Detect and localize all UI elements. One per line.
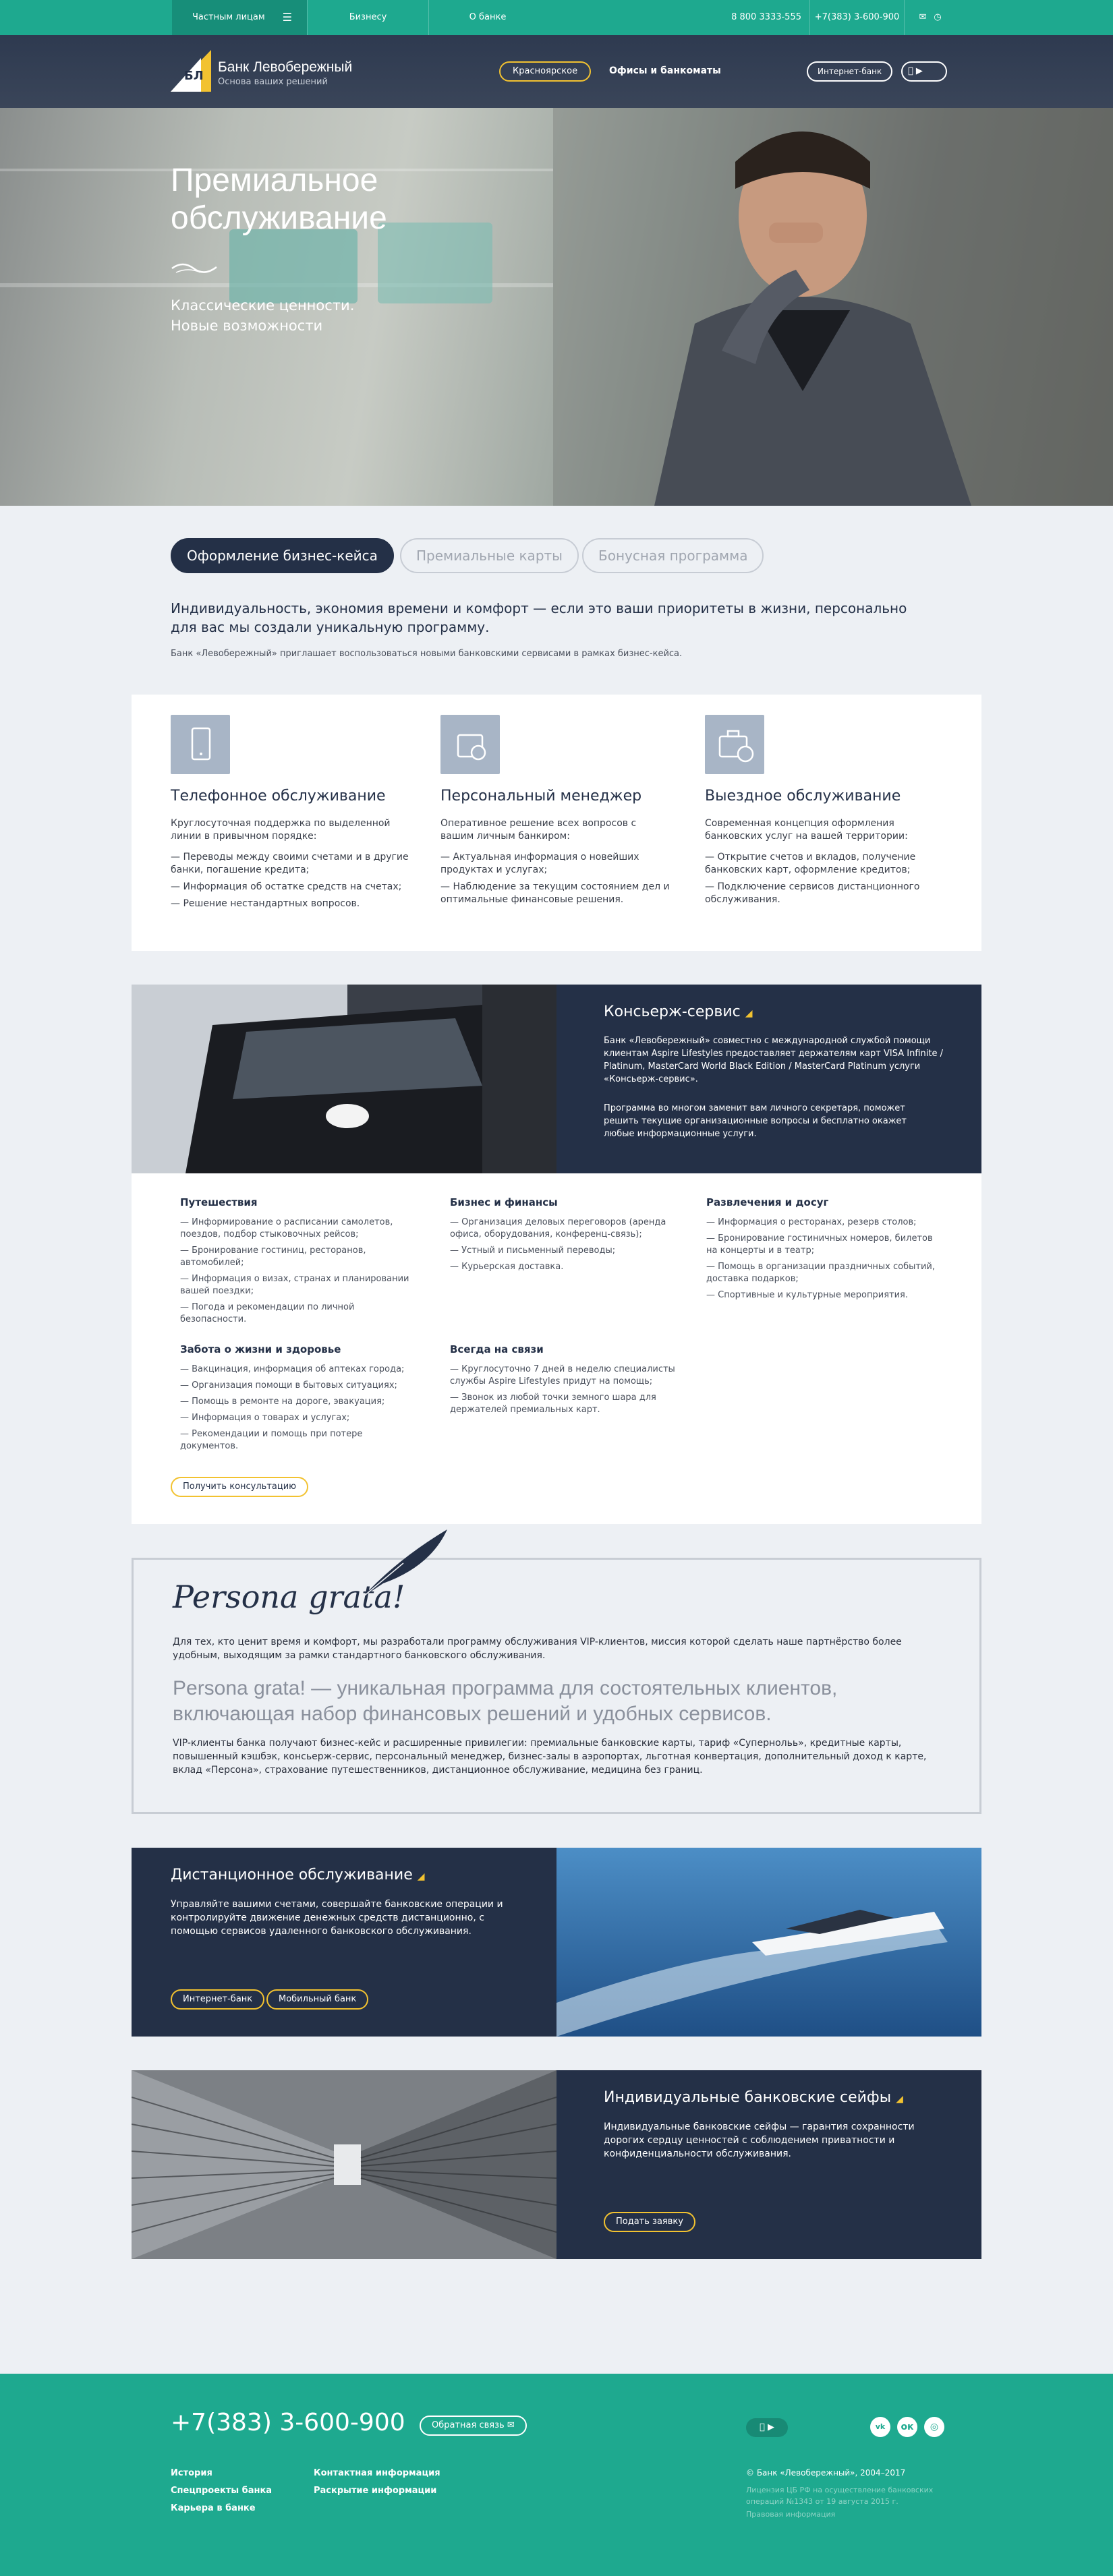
persona-intro: Для тех, кто ценит время и комфорт, мы разработали программу обслуживания VIP-клиентов, миссия которой сделать наше партнёрство более удобным, выходящим за рамки стандартного банковского обслуживания. [173, 1637, 902, 1661]
license-text: Лицензия ЦБ РФ на осуществление банковских операций №1343 от 19 августа 2015 г. [746, 2486, 934, 2506]
submit-request-button[interactable]: Подать заявку [604, 2212, 695, 2232]
tab-premium-cards[interactable]: Премиальные карты [400, 538, 579, 573]
header [0, 35, 1113, 108]
intro-note: Банк «Левобережный» приглашает воспользоваться новыми банковскими сервисами в рамках бизнес-кейса. [171, 649, 683, 659]
concierge-column [450, 1196, 679, 1273]
hero-bg-cushion [229, 229, 358, 303]
service-title: Выездное обслуживание [705, 788, 901, 804]
column-title: Бизнес и финансы [450, 1196, 558, 1208]
hero-subtitle [171, 295, 354, 336]
footer-link-career[interactable]: Карьера в банке [171, 2503, 256, 2513]
app-store-button[interactable]: ▶ [746, 2418, 788, 2437]
hero-bg-cushion [378, 223, 492, 303]
hero-banner [0, 108, 1113, 506]
phone-free[interactable] [708, 0, 809, 35]
hero-sub-line1: Классические ценности. [171, 297, 355, 314]
legal-info-link[interactable]: Правовая информация [746, 2510, 836, 2519]
remote-service-title [171, 1867, 425, 1883]
remote-service-panel [132, 1848, 556, 2037]
bank-logo[interactable] [171, 50, 211, 92]
offices-link[interactable]: Офисы и банкоматы [609, 65, 721, 76]
nav-about[interactable] [428, 0, 546, 35]
list-item: — Погода и рекомендации по личной безопасности. [180, 1302, 355, 1324]
service-list [440, 851, 683, 906]
vault-image [132, 2070, 556, 2259]
list-item: — Устный и письменный переводы; [450, 1246, 616, 1256]
footer-link-special-projects[interactable]: Спецпроекты банка [171, 2486, 273, 2496]
safes-panel [556, 2070, 981, 2259]
services-card [132, 695, 981, 951]
ornament-icon [171, 260, 218, 275]
safes-title [604, 2089, 903, 2106]
footer [0, 2374, 1113, 2576]
yacht-image [556, 1848, 981, 2037]
nav-individuals-label: Частным лицам [192, 12, 265, 22]
list-item: — Организация помощи в бытовых ситуациях; [180, 1380, 397, 1391]
service-title: Телефонное обслуживание [171, 788, 386, 804]
service-list [705, 851, 948, 906]
phone-local-label: +7(383) 3-600-900 [814, 12, 900, 22]
list-item: — Актуальная информация о новейших продуктах и услугах; [440, 852, 639, 875]
clock-icon[interactable]: ◷ [934, 12, 942, 22]
concierge-panel [556, 985, 981, 1173]
concierge-title-text: Консьерж-сервис [604, 1003, 741, 1020]
copyright: © Банк «Левобережный», 2004–2017 [746, 2468, 906, 2478]
nav-individuals[interactable] [172, 0, 307, 35]
intro-lead: Индивидуальность, экономия времени и комфорт — если это ваши приоритеты в жизни, персонально для вас мы создали уникальную программу. [171, 600, 907, 635]
hero-title-line2: обслуживание [171, 200, 387, 236]
list-item: — Информация о товарах и услугах; [180, 1413, 350, 1423]
phone-service-icon [171, 715, 230, 774]
nav-business[interactable] [307, 0, 428, 35]
internet-bank-link[interactable]: Интернет-банк [171, 1989, 264, 2010]
column-title: Путешествия [180, 1196, 258, 1208]
vk-icon[interactable]: vk [870, 2417, 890, 2437]
triangle-icon: ◢ [745, 1008, 753, 1019]
menu-icon[interactable]: ☰ [282, 11, 292, 24]
list-item: — Информация об остатке средств на счетах; [171, 881, 402, 892]
feedback-label: Обратная связь [432, 2420, 505, 2430]
persona-grata-logo: Persona grata! [173, 1579, 405, 1615]
triangle-icon: ◢ [417, 1871, 425, 1882]
quill-icon [356, 1526, 451, 1600]
list-item: — Помощь в ремонте на дороге, эвакуация; [180, 1397, 385, 1407]
column-title: Всегда на связи [450, 1343, 544, 1355]
list-item: — Бронирование гостиничных номеров, билетов на концерты и в театр; [706, 1233, 933, 1256]
list-item: — Информирование о расписании самолетов, поездов, подбор стыковочных рейсов; [180, 1217, 393, 1239]
list-item: — Наблюдение за текущим состоянием дел и оптимальные финансовые решения. [440, 881, 670, 905]
mail-icon[interactable]: ✉ [904, 0, 941, 35]
list-item: — Рекомендации и помощь при потере документов. [180, 1429, 363, 1451]
list-item: — Круглосуточно 7 дней в неделю специалисты службы Aspire Lifestyles придут на помощь; [450, 1364, 675, 1386]
list-item: — Переводы между своими счетами и в другие банки, погашение кредита; [171, 852, 409, 875]
footer-link-contacts[interactable]: Контактная информация [314, 2468, 440, 2478]
concierge-column [706, 1196, 936, 1301]
footer-phone[interactable]: +7(383) 3-600-900 [171, 2409, 405, 2436]
tab-bonus-program[interactable]: Бонусная программа [582, 538, 764, 573]
list-item: — Информация о ресторанах, резерв столов; [706, 1217, 917, 1227]
concierge-p1: Банк «Левобережный» совместно с международной службой помощи клиентам Aspire Lifestyles предоставляет держателям карт VISA Infinite / Platinum, MasterCard World Black Edition / MasterCard Platinum услуги «Консьерж-сервис». [604, 1036, 943, 1084]
top-bar [0, 0, 1113, 35]
list-item: — Информация о визах, странах и планировании вашей поездки; [180, 1274, 409, 1296]
concierge-card [132, 985, 981, 1524]
list-item: — Подключение сервисов дистанционного обслуживания. [705, 881, 920, 905]
persona-details: VIP-клиенты банка получают бизнес-кейс и расширенные привилегии: премиальные банковские карты, тариф «Супернольь», кредитные карты, повышенный кэшбэк, консьерж-сервис, персональный менеджер, бизнес-залы в аэропортах, льготная конвертация, дополнительный доход к карте, вклад «Персона», страхование путешественников, дистанционное обслуживание, медицина без границ. [173, 1738, 927, 1776]
hero-title [171, 162, 387, 237]
persona-highlight: Persona grata! — уникальная программа для состоятельных клиентов, включающая набор финансовых решений и удобных сервисов. [173, 1677, 838, 1725]
concierge-column [180, 1343, 409, 1453]
list-item: — Помощь в организации праздничных событий, доставка подарков; [706, 1262, 935, 1284]
concierge-column [450, 1343, 679, 1416]
list-item: — Спортивные и культурные мероприятия. [706, 1290, 909, 1300]
footer-link-history[interactable]: История [171, 2468, 212, 2478]
feedback-button[interactable] [420, 2416, 527, 2436]
concierge-column [180, 1196, 409, 1326]
logo-mark: БЛ [184, 69, 204, 83]
service-title: Персональный менеджер [440, 788, 642, 804]
bank-name: Банк Левобережный [218, 59, 353, 75]
internet-bank-button[interactable]: Интернет-банк [807, 61, 892, 82]
tab-business-case[interactable]: Оформление бизнес-кейса [171, 538, 394, 573]
service-desc: Круглосуточная поддержка по выделенной линии в привычном порядке: [171, 818, 391, 842]
app-store-button[interactable]: ▶ [901, 61, 947, 82]
odnoklassniki-icon[interactable]: ок [897, 2417, 917, 2437]
safes-card [132, 2070, 981, 2259]
persona-grata-section [132, 1558, 981, 1814]
concierge-p2: Программа во многом заменит вам личного секретаря, поможет решить текущие организационные вопросы и бесплатно окажет любые информационные услуги. [604, 1103, 907, 1139]
remote-service-text: Управляйте вашими счетами, совершайте банковские операции и контролируйте движение денежных средств дистанционно, с помощью сервисов удаленного банковского обслуживания. [171, 1899, 503, 1937]
list-item: — Организация деловых переговоров (аренда офиса, оборудования, конференц-связь); [450, 1217, 666, 1239]
triangle-icon: ◢ [896, 2094, 903, 2105]
column-title: Забота о жизни и здоровье [180, 1343, 341, 1355]
list-item: — Звонок из любой точки земного шара для держателей премиальных карт. [450, 1393, 656, 1415]
consultation-button[interactable]: Получить консультацию [171, 1477, 308, 1497]
safes-title-text: Индивидуальные банковские сейфы [604, 2089, 892, 2106]
phone-free-label: 8 800 3333-555 [731, 12, 801, 22]
footer-link-disclosure[interactable]: Раскрытие информации [314, 2486, 437, 2496]
city-selector[interactable]: Красноярское [499, 61, 591, 82]
field-service-icon [705, 715, 764, 774]
list-item: — Курьерская доставка. [450, 1262, 564, 1272]
list-item: — Открытие счетов и вкладов, получение банковских карт, оформление кредитов; [705, 852, 916, 875]
nav-about-label: О банке [469, 12, 507, 22]
bank-tagline: Основа ваших решений [218, 77, 328, 87]
hero-title-line1: Премиальное [171, 163, 378, 198]
manager-icon [440, 715, 500, 774]
hero-person-image [553, 108, 1113, 506]
hero-sub-line2: Новые возможности [171, 318, 323, 334]
remote-service-card [132, 1848, 981, 2037]
instagram-icon[interactable]: ◎ [924, 2417, 944, 2437]
column-title: Развлечения и досуг [706, 1196, 829, 1208]
nav-business-label: Бизнесу [349, 12, 387, 22]
remote-service-title-text: Дистанционное обслуживание [171, 1867, 413, 1883]
concierge-title [604, 1003, 753, 1020]
service-desc: Современная концепция оформления банковских услуг на вашей территории: [705, 818, 908, 842]
service-list [171, 851, 413, 910]
safes-text: Индивидуальные банковские сейфы — гарантия сохранности дорогих сердцу ценностей с соблюдением приватности и конфиденциальности обслуживания. [604, 2121, 915, 2159]
mobile-bank-link[interactable]: Мобильный банк [266, 1989, 368, 2010]
list-item: — Бронирование гостиниц, ресторанов, автомобилей; [180, 1246, 366, 1268]
mail-icon: ✉ [507, 2420, 515, 2430]
phone-local[interactable] [809, 0, 904, 35]
list-item: — Вакцинация, информация об аптеках города; [180, 1364, 405, 1374]
service-desc: Оперативное решение всех вопросов с вашим личным банкиром: [440, 818, 637, 842]
list-item: — Решение нестандартных вопросов. [171, 898, 360, 909]
car-door-image [132, 985, 556, 1173]
